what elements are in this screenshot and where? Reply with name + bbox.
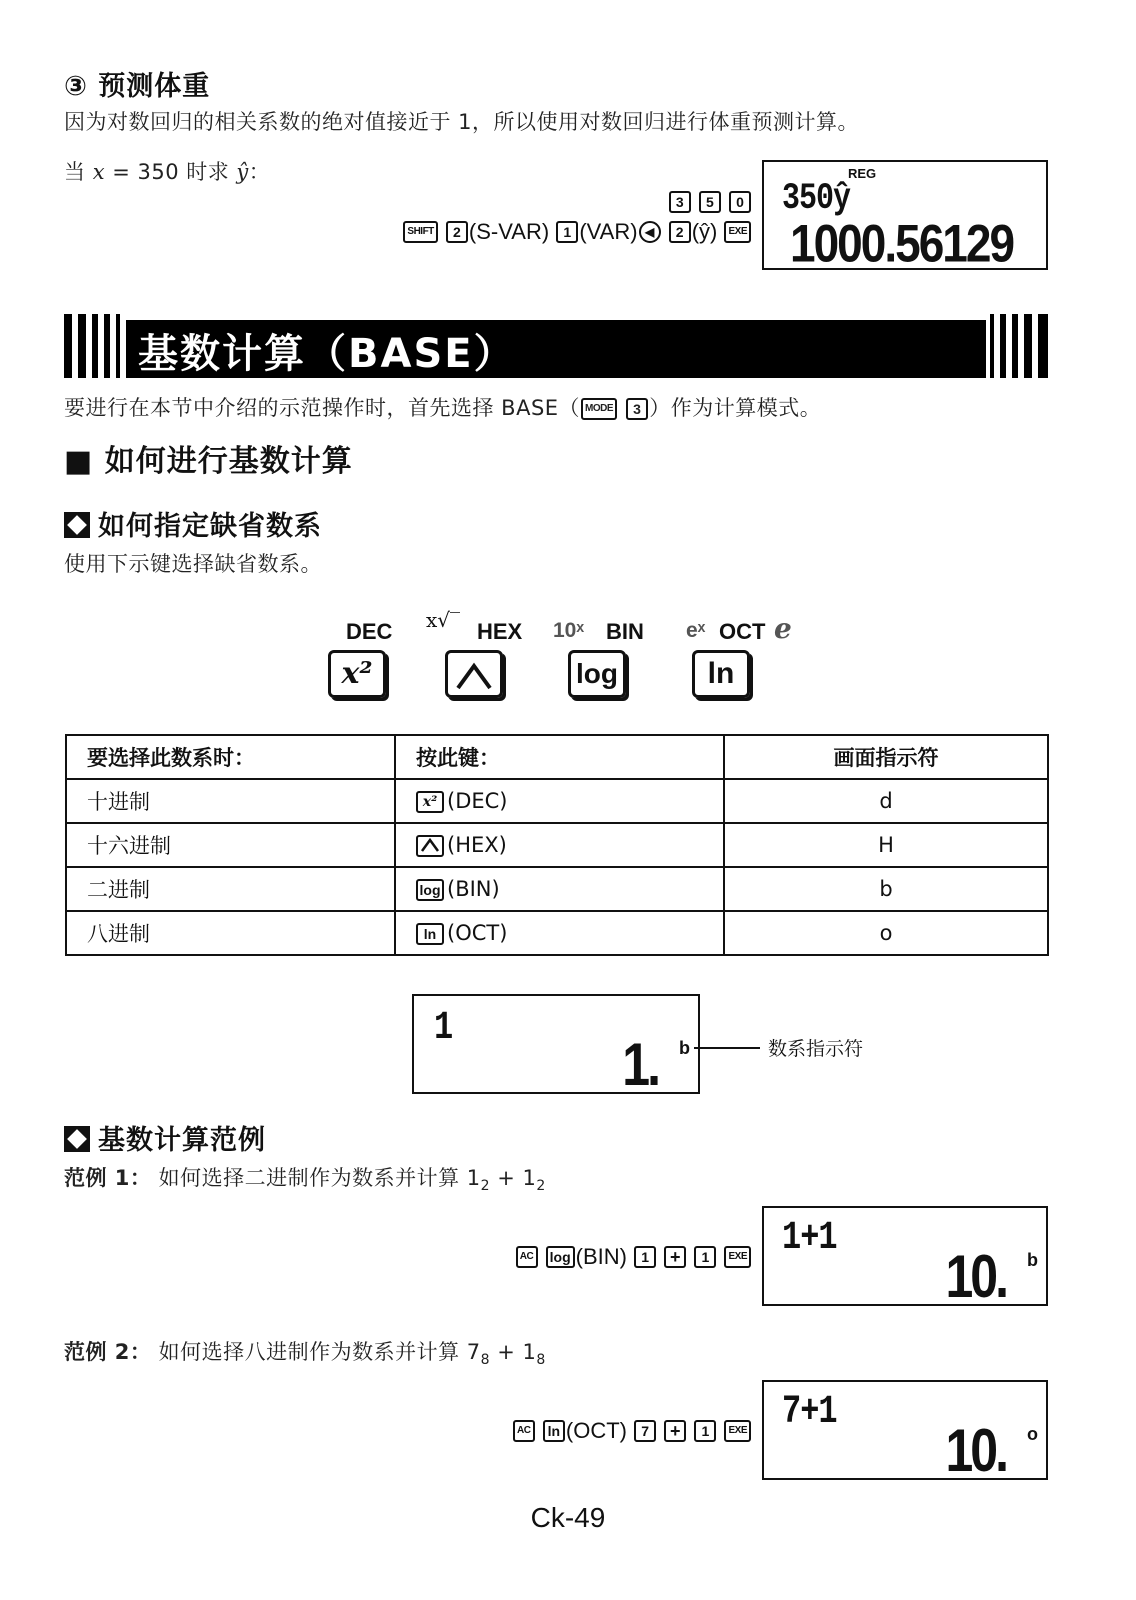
ex1-label: 范例 1： xyxy=(64,1166,152,1190)
cell-system: 十进制 xyxy=(66,779,395,823)
key-x-squared[interactable]: x² xyxy=(328,650,386,698)
table-row xyxy=(66,911,1048,955)
var-x: x xyxy=(92,160,106,184)
lcd-demo-result: 1. xyxy=(622,1031,658,1099)
ex1-keystrokes xyxy=(515,1243,752,1270)
table-header-row xyxy=(66,735,1048,779)
key-caret[interactable] xyxy=(445,650,503,698)
key-ac[interactable]: AC xyxy=(513,1420,535,1442)
key-1b[interactable]: 1 xyxy=(694,1246,716,1268)
var-yhat: ŷ xyxy=(236,160,249,184)
default-description: 使用下示键选择缺省数系。 xyxy=(64,552,322,576)
ex2-sub2: 8 xyxy=(536,1352,546,1369)
ex2-label: 范例 2： xyxy=(64,1340,152,1364)
example2-line xyxy=(64,1336,546,1368)
key-mode[interactable]: MODE xyxy=(581,398,617,420)
key-2[interactable]: 2 xyxy=(446,221,468,243)
key-1[interactable]: 1 xyxy=(556,221,578,243)
ex1-plus: + 1 xyxy=(490,1166,537,1190)
left-arrow-key-icon[interactable]: ◀ xyxy=(639,221,661,243)
key-3[interactable]: 3 xyxy=(669,191,691,213)
cell-key xyxy=(395,867,724,911)
x-squared-key-icon: x² xyxy=(416,791,444,813)
key-name: (BIN) xyxy=(447,877,500,901)
key-5[interactable]: 5 xyxy=(699,191,721,213)
key-1[interactable]: 1 xyxy=(634,1246,656,1268)
xroot-label: x√‾ xyxy=(426,608,461,632)
ex1-sub1: 2 xyxy=(480,1178,491,1195)
cell-key xyxy=(395,911,724,955)
yhat-label: (ŷ) xyxy=(691,219,718,245)
ex2-plus: + 1 xyxy=(490,1340,537,1364)
lcd-demo xyxy=(412,994,700,1099)
when-suffix: ： xyxy=(248,160,271,184)
key-name: (OCT) xyxy=(447,921,508,945)
when-statement xyxy=(64,156,270,186)
lcd-ex1-input: 1+1 xyxy=(782,1214,837,1261)
label-dec: DEC xyxy=(346,619,393,644)
callout-label: 数系指示符 xyxy=(768,1038,864,1060)
intro-line xyxy=(64,392,821,422)
key-ac[interactable]: AC xyxy=(516,1246,538,1268)
callout-line xyxy=(694,1047,760,1049)
var-label: (VAR) xyxy=(579,219,638,245)
heading-default-system xyxy=(64,504,322,543)
banner-title: 基数计算（BASE） xyxy=(138,331,516,377)
intro-after: ）作为计算模式。 xyxy=(649,396,822,420)
key-3-intro[interactable]: 3 xyxy=(626,398,648,420)
caret-key-icon xyxy=(416,835,444,857)
cell-indicator: H xyxy=(724,823,1048,867)
svar-label: (S-VAR) xyxy=(468,219,550,245)
lcd-demo-indicator: b xyxy=(679,1038,690,1058)
header-indicator: 画面指示符 xyxy=(724,735,1048,779)
lcd-ex1-result: 10. xyxy=(945,1243,1006,1311)
diamond-bullet-icon xyxy=(64,1126,90,1152)
heading-examples-text: 基数计算范例 xyxy=(98,1125,266,1156)
key-log-small[interactable]: log xyxy=(546,1246,575,1268)
ex1-text: 如何选择二进制作为数系并计算 1 xyxy=(158,1166,481,1190)
keystroke-row-350 xyxy=(668,188,752,214)
intro-before: 要进行在本节中介绍的示范操作时，首先选择 BASE（ xyxy=(64,396,581,420)
key-ln-small[interactable]: ln xyxy=(543,1420,565,1442)
key-log[interactable]: log xyxy=(568,650,626,698)
key-exe[interactable]: EXE xyxy=(724,1246,751,1268)
when-prefix: 当 xyxy=(64,160,86,184)
key-name: (HEX) xyxy=(447,833,507,857)
diamond-bullet-icon xyxy=(64,512,90,538)
header-key: 按此键： xyxy=(395,735,724,779)
ex2-text: 如何选择八进制作为数系并计算 7 xyxy=(158,1340,481,1364)
label-10x: 10ˣ xyxy=(553,619,585,642)
section-title-predict-weight: ③ 预测体重 xyxy=(64,71,211,102)
lcd-input: 350ŷ xyxy=(782,178,851,221)
oct-label: (OCT) xyxy=(565,1418,627,1444)
page-number: Ck-49 xyxy=(530,1502,606,1533)
table-row xyxy=(66,867,1048,911)
section-description: 因为对数回归的相关系数的绝对值接近于 1，所以使用对数回归进行体重预测计算。 xyxy=(64,110,860,134)
key-exe[interactable]: EXE xyxy=(724,1420,751,1442)
cell-system: 十六进制 xyxy=(66,823,395,867)
keystroke-row-yhat xyxy=(402,218,752,245)
heading-how-base: ■ 如何进行基数计算 xyxy=(64,444,353,479)
caret-icon xyxy=(454,660,494,690)
label-oct: OCT xyxy=(719,619,766,644)
cell-system: 八进制 xyxy=(66,911,395,955)
number-system-table xyxy=(65,734,1049,956)
key-name: (DEC) xyxy=(447,789,508,813)
lcd-ex1 xyxy=(762,1206,1048,1311)
log-key-icon: log xyxy=(416,879,444,901)
lcd-ex2-input: 7+1 xyxy=(782,1388,837,1435)
cell-indicator: d xyxy=(724,779,1048,823)
key-shift[interactable]: SHIFT xyxy=(403,221,437,243)
lcd-demo-input: 1 xyxy=(434,1004,453,1051)
key-7[interactable]: 7 xyxy=(634,1420,656,1442)
lcd-result: 1000.56129 xyxy=(790,213,1014,273)
label-ex: eˣ xyxy=(686,619,706,642)
example1-line xyxy=(64,1162,546,1194)
ex1-sub2: 2 xyxy=(536,1178,546,1195)
cell-key xyxy=(395,823,724,867)
key-0[interactable]: 0 xyxy=(729,191,751,213)
label-hex: HEX xyxy=(477,619,523,644)
ln-key-icon: ln xyxy=(416,923,444,945)
lcd-ex2-result: 10. xyxy=(945,1417,1006,1485)
key-exe[interactable]: EXE xyxy=(724,221,751,243)
base-banner xyxy=(64,314,1048,378)
lcd-regression xyxy=(762,160,1048,273)
bin-label: (BIN) xyxy=(575,1244,627,1270)
reg-indicator: REG xyxy=(848,166,877,181)
ex2-sub1: 8 xyxy=(480,1352,491,1369)
lcd-ex2-indicator: o xyxy=(1027,1424,1038,1444)
label-e: e xyxy=(774,612,792,645)
key-1[interactable]: 1 xyxy=(694,1420,716,1442)
heading-default-text: 如何指定缺省数系 xyxy=(98,511,322,542)
cell-indicator: b xyxy=(724,867,1048,911)
table-row xyxy=(66,823,1048,867)
plus-key-icon[interactable]: + xyxy=(664,1420,686,1442)
header-system: 要选择此数系时： xyxy=(66,735,395,779)
cell-key xyxy=(395,779,724,823)
label-bin: BIN xyxy=(606,619,644,644)
when-mid: = 350 时求 xyxy=(105,160,237,184)
plus-key-icon[interactable]: + xyxy=(664,1246,686,1268)
cell-indicator: o xyxy=(724,911,1048,955)
ex2-keystrokes xyxy=(512,1417,752,1444)
key-2b[interactable]: 2 xyxy=(669,221,691,243)
cell-system: 二进制 xyxy=(66,867,395,911)
table-row xyxy=(66,779,1048,823)
lcd-ex1-indicator: b xyxy=(1027,1250,1038,1270)
key-ln[interactable]: ln xyxy=(692,650,750,698)
heading-examples xyxy=(64,1118,266,1157)
lcd-ex2 xyxy=(762,1380,1048,1485)
